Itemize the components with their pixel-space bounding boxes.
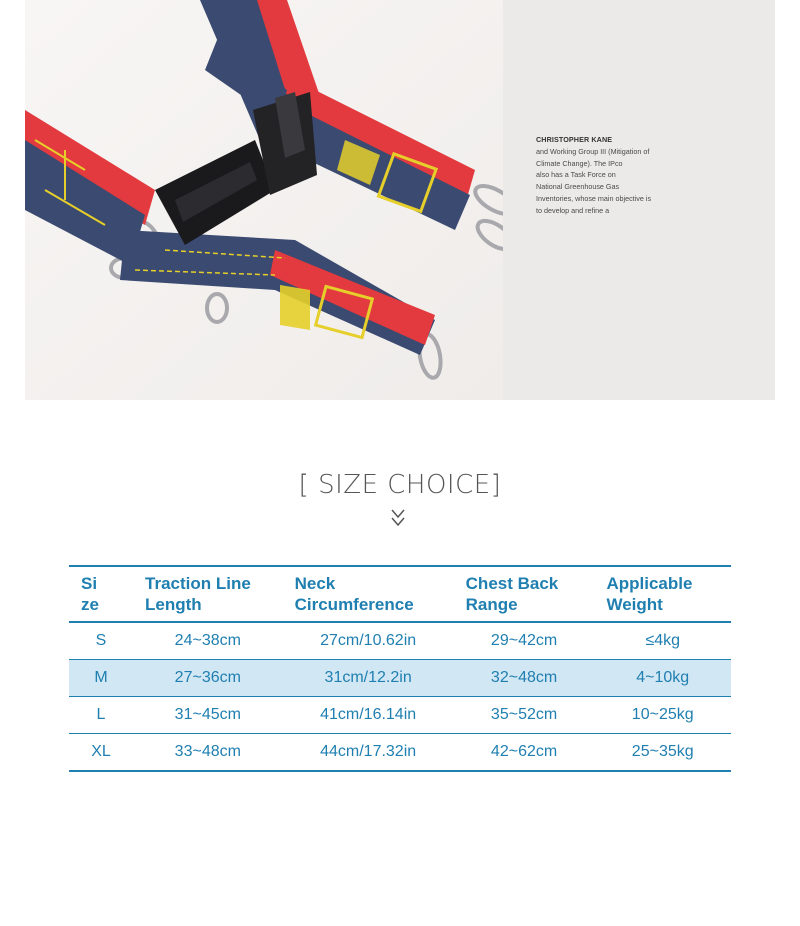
- table-row: [69, 622, 731, 660]
- cell-weight: 25~35kg: [631, 743, 694, 760]
- table-row: [69, 697, 731, 734]
- cell-neck: 31cm/12.2in: [283, 660, 454, 697]
- cell-traction: 31~45cm: [133, 697, 283, 734]
- double-chevron-down-icon: [390, 508, 406, 528]
- cell-size: XL: [91, 743, 111, 760]
- cell-neck: 44cm/17.32in: [320, 743, 417, 760]
- cell-neck: 41cm/16.14in: [283, 697, 454, 734]
- cell-traction: 27~36cm: [133, 660, 283, 697]
- header-size: Si ze: [69, 566, 133, 622]
- cell-traction: 24~38cm: [133, 622, 283, 660]
- cell-weight: 4~10kg: [594, 660, 731, 697]
- size-choice-title: [ SIZE CHOICE]: [298, 470, 502, 500]
- table-row: [69, 734, 731, 772]
- cell-traction: 33~48cm: [174, 743, 241, 760]
- description-line: also has a Task Force on: [536, 170, 616, 180]
- cell-size: S: [69, 622, 133, 660]
- cell-weight: ≤4kg: [594, 622, 731, 660]
- cell-chest: 32~48cm: [454, 660, 595, 697]
- description-line: and Working Group III (Mitigation of: [536, 146, 650, 156]
- description-panel: [503, 0, 775, 400]
- cell-chest: 42~62cm: [490, 743, 558, 760]
- cell-size: L: [69, 697, 133, 734]
- cell-chest: 29~42cm: [454, 622, 595, 660]
- description-heading: CHRISTOPHER KANE: [536, 135, 613, 144]
- description-line: Inventories, whose main objective is: [536, 193, 652, 203]
- table-row: [69, 660, 731, 697]
- cell-chest: 35~52cm: [454, 697, 595, 734]
- header-neck-circumference: Neck Circumference: [283, 566, 454, 622]
- product-photo: [25, 0, 503, 400]
- description-line: National Greenhouse Gas: [536, 182, 620, 192]
- header-chest-back-range: Chest Back Range: [454, 566, 595, 622]
- description-line: Climate Change). The IPco: [536, 158, 623, 168]
- cell-size: M: [69, 660, 133, 697]
- header-traction-line-length: Traction Line Length: [133, 566, 283, 622]
- size-chart-table: [69, 565, 731, 772]
- description-line: to develop and refine a: [536, 205, 610, 215]
- description-text: [536, 134, 676, 217]
- table-header-row: [69, 566, 731, 622]
- cell-weight: 10~25kg: [594, 697, 731, 734]
- cell-neck: 27cm/10.62in: [283, 622, 454, 660]
- header-applicable-weight: Applicable Weight: [594, 566, 731, 622]
- harness-illustration: [25, 0, 503, 400]
